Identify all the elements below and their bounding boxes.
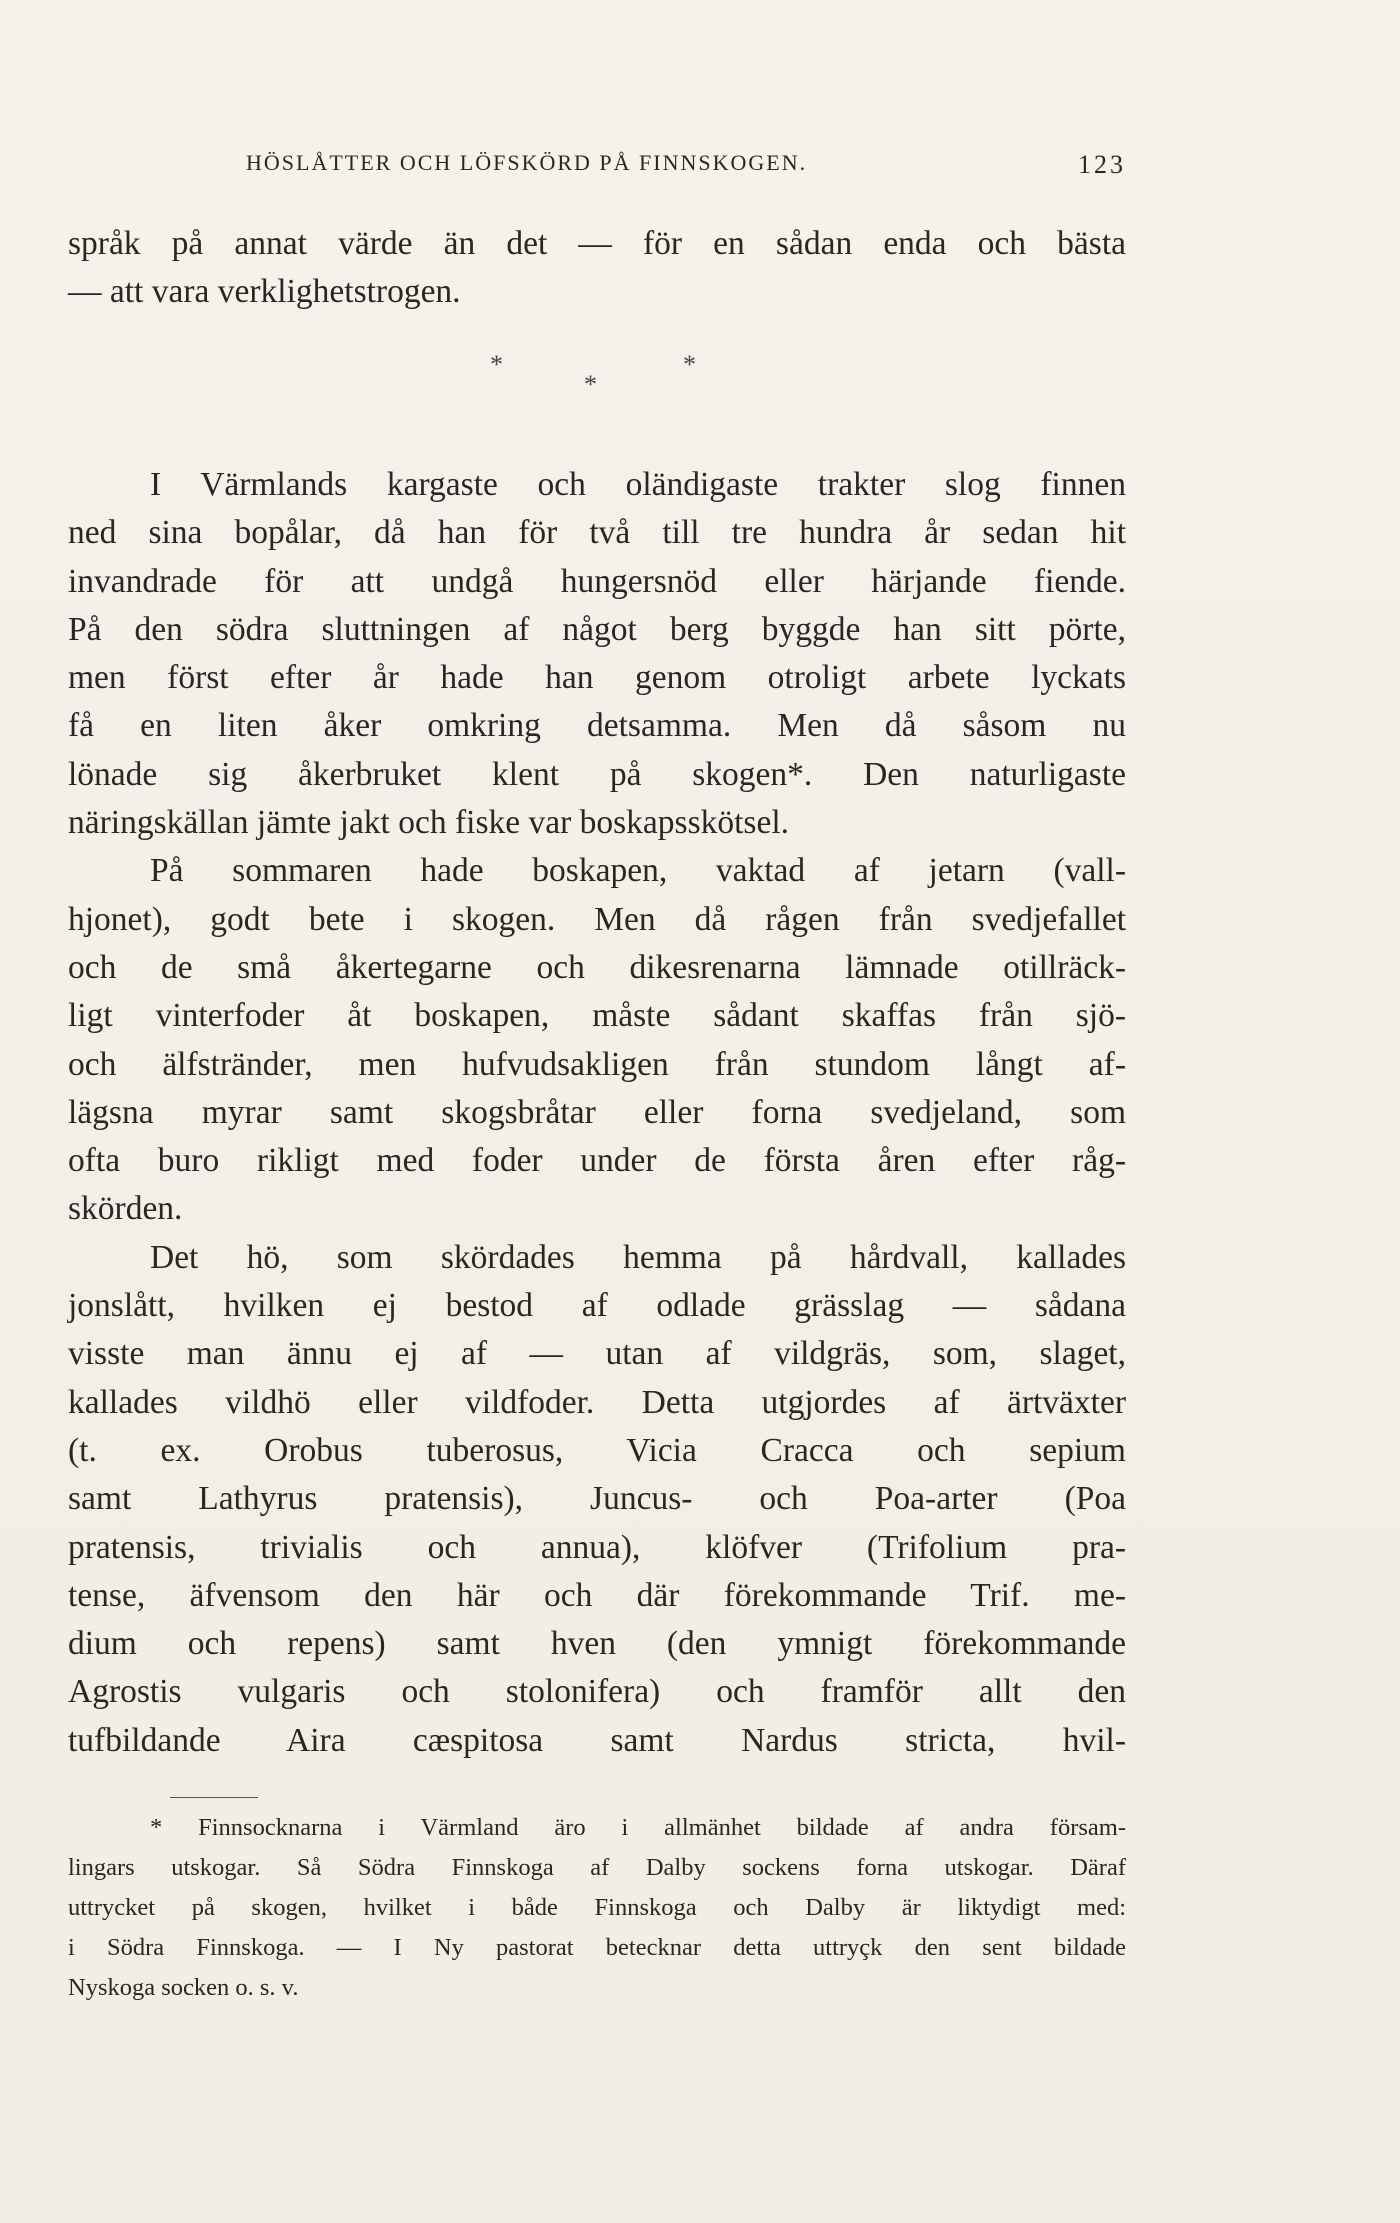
- text-line: — att vara verklighetstrogen.: [68, 273, 461, 311]
- text-line: På sommaren hade boskapen, vaktad af jetarn (vall-: [150, 852, 1126, 890]
- text-line: På den södra sluttningen af något berg byggde han sitt pörte,: [68, 610, 1126, 648]
- footnote-line: Nyskoga socken o. s. v.: [68, 1974, 299, 2001]
- text-line: ned sina bopålar, då han för två till tre hundra år sedan hit: [68, 514, 1126, 552]
- running-header: [246, 150, 1126, 180]
- text-line: pratensis, trivialis och annua), klöfver (Trifolium pra-: [68, 1528, 1126, 1566]
- footnote: [68, 1808, 1126, 2008]
- text-line: kallades vildhö eller vildfoder. Detta utgjordes af ärtväxter: [68, 1383, 1126, 1421]
- text-line: språk på annat värde än det — för en sådan enda och bästa: [68, 225, 1126, 262]
- text-line: invandrade för att undgå hungersnöd eller härjande fiende.: [68, 562, 1126, 600]
- footnote-line: lingars utskogar. Så Södra Finnskoga af Dalby sockens forna utskogar. Däraf: [68, 1854, 1126, 1881]
- text-line: dium och repens) samt hven (den ymnigt förekommande: [68, 1625, 1126, 1663]
- text-line: Agrostis vulgaris och stolonifera) och framför allt den: [68, 1673, 1126, 1711]
- footnote-rule: [170, 1797, 258, 1798]
- asterisk: *: [584, 370, 597, 399]
- text-line: och älfstränder, men hufvudsakligen från stundom långt af-: [68, 1045, 1126, 1083]
- section-separator: [0, 350, 1400, 410]
- text-line: näringskällan jämte jakt och fiske var boskapsskötsel.: [68, 804, 790, 842]
- footnote-line: uttrycket på skogen, hvilket i både Finnskoga och Dalby är liktydigt med:: [68, 1894, 1126, 1921]
- text-line: men först efter år hade han genom otroligt arbete lyckats: [68, 659, 1126, 697]
- asterisk: *: [490, 350, 503, 379]
- text-line: I Värmlands kargaste och oländigaste trakter slog finnen: [150, 466, 1126, 503]
- text-line: ligt vinterfoder åt boskapen, måste sådant skaffas från sjö-: [68, 997, 1126, 1035]
- main-paragraphs: [68, 461, 1126, 1765]
- page-number: 123: [1078, 150, 1126, 179]
- running-title: HÖSLÅTTER OCH LÖFSKÖRD PÅ FINNSKOGEN.: [246, 150, 808, 175]
- text-line: få en liten åker omkring detsamma. Men då såsom nu: [68, 707, 1126, 745]
- text-line: tense, äfvensom den här och där förekommande Trif. me-: [68, 1576, 1126, 1614]
- text-line: Det hö, som skördades hemma på hårdvall, kallades: [150, 1238, 1126, 1276]
- text-line: ofta buro rikligt med foder under de första åren efter råg-: [68, 1142, 1126, 1180]
- body-text: [68, 220, 1126, 317]
- text-line: skörden.: [68, 1190, 183, 1228]
- footnote-line: * Finnsocknarna i Värmland äro i allmänhet bildade af andra försam-: [150, 1814, 1126, 1841]
- text-line: tufbildande Aira cæspitosa samt Nardus stricta, hvil-: [68, 1721, 1126, 1759]
- text-line: lägsna myrar samt skogsbråtar eller forna svedjeland, som: [68, 1093, 1126, 1131]
- text-line: hjonet), godt bete i skogen. Men då rågen från svedjefallet: [68, 900, 1126, 938]
- text-line: lönade sig åkerbruket klent på skogen*. Den naturligaste: [68, 755, 1126, 793]
- text-line: och de små åkertegarne och dikesrenarna lämnade otillräck-: [68, 948, 1126, 986]
- text-line: samt Lathyrus pratensis), Juncus- och Poa-arter (Poa: [68, 1480, 1126, 1518]
- text-line: (t. ex. Orobus tuberosus, Vicia Cracca och sepium: [68, 1431, 1126, 1469]
- text-line: visste man ännu ej af — utan af vildgräs, som, slaget,: [68, 1335, 1126, 1373]
- footnote-line: i Södra Finnskoga. — I Ny pastorat betecknar detta uttryçk den sent bildade: [68, 1934, 1126, 1961]
- asterisk: *: [683, 350, 696, 379]
- text-line: jonslått, hvilken ej bestod af odlade grässlag — sådana: [68, 1287, 1126, 1325]
